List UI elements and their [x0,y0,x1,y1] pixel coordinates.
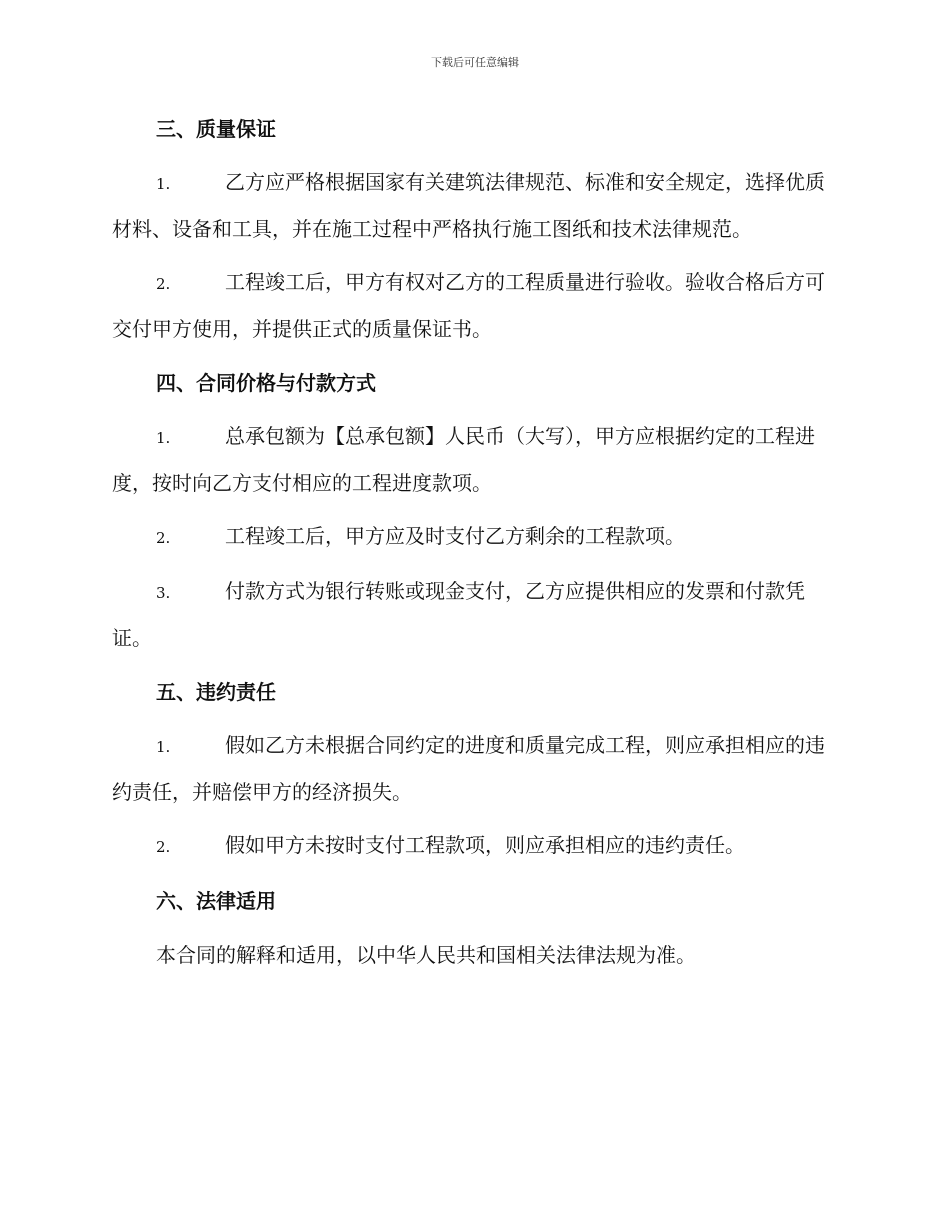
item-text: 工程竣工后，甲方有权对乙方的工程质量进行验收。验收合格后方可交付甲方使用，并提供正式的质量保证书。 [112,270,825,341]
section-heading-liability: 五、违约责任 [156,680,276,704]
item-text: 工程竣工后，甲方应及时支付乙方剩余的工程款项。 [225,524,685,548]
list-item [112,823,834,870]
item-number: 2. [156,838,171,856]
section-paragraph: 本合同的解释和适用，以中华人民共和国相关法律法规为准。 [156,943,696,967]
section-heading-price-payment: 四、合同价格与付款方式 [156,371,376,395]
item-number: 1. [156,175,171,193]
list-item [112,160,834,252]
item-number: 2. [156,275,171,293]
document-body [112,106,834,978]
item-text: 付款方式为银行转账或现金支付，乙方应提供相应的发票和付款凭证。 [112,579,805,650]
item-text: 假如甲方未按时支付工程款项，则应承担相应的违约责任。 [225,833,745,857]
list-item [112,569,834,661]
page-header: 下载后可任意编辑 [431,56,519,69]
item-number: 1. [156,738,171,756]
item-text: 假如乙方未根据合同约定的进度和质量完成工程，则应承担相应的违约责任，并赔偿甲方的经济损失。 [112,733,825,804]
list-item [112,414,834,506]
item-text: 乙方应严格根据国家有关建筑法律规范、标准和安全规定，选择优质材料、设备和工具，并在施工过程中严格执行施工图纸和技术法律规范。 [112,170,825,241]
list-item [112,723,834,815]
list-item [112,260,834,352]
section-heading-quality: 三、质量保证 [156,117,276,141]
section-heading-applicable-law: 六、法律适用 [156,889,276,913]
item-text: 总承包额为【总承包额】人民币（大写），甲方应根据约定的工程进度，按时向乙方支付相应的工程进度款项。 [112,424,815,495]
item-number: 2. [156,529,171,547]
item-number: 1. [156,429,171,447]
list-item [112,514,834,561]
item-number: 3. [156,584,171,602]
